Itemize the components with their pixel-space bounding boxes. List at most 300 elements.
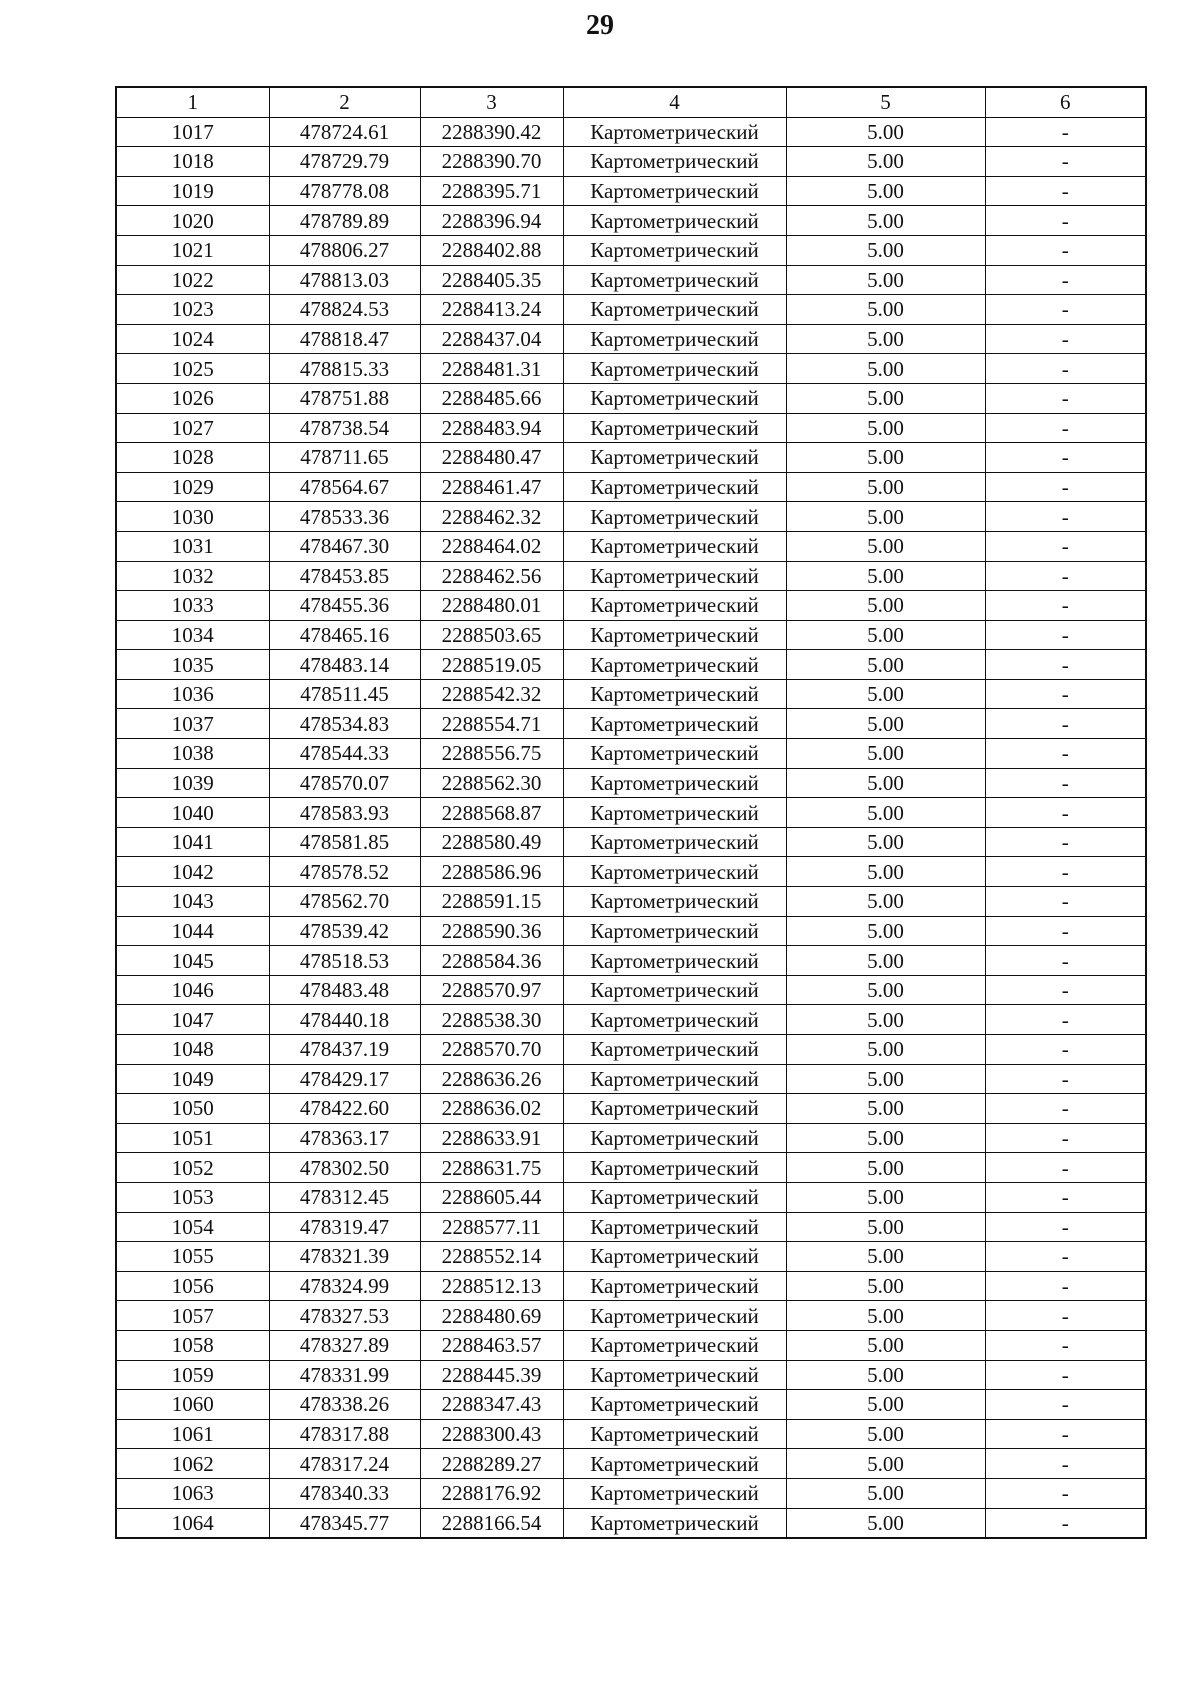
table-row [116,1330,1146,1360]
cell-accuracy: 5.00 [786,709,985,739]
cell-note: - [985,324,1146,354]
cell-y-coordinate: 2288480.69 [420,1301,563,1331]
cell-note: - [985,887,1146,917]
cell-x-coordinate: 478327.53 [269,1301,420,1331]
table-row [116,1212,1146,1242]
cell-method: Картометрический [563,1390,786,1420]
table-row [116,1242,1146,1272]
cell-point-number: 1062 [116,1449,269,1479]
cell-x-coordinate: 478363.17 [269,1123,420,1153]
cell-note: - [985,1301,1146,1331]
cell-x-coordinate: 478483.14 [269,650,420,680]
table-row [116,1301,1146,1331]
cell-x-coordinate: 478327.89 [269,1330,420,1360]
table-row [116,561,1146,591]
cell-y-coordinate: 2288552.14 [420,1242,563,1272]
table-row [116,413,1146,443]
cell-point-number: 1028 [116,443,269,473]
cell-method: Картометрический [563,946,786,976]
cell-method: Картометрический [563,679,786,709]
table-row [116,709,1146,739]
cell-accuracy: 5.00 [786,768,985,798]
cell-accuracy: 5.00 [786,354,985,384]
cell-note: - [985,709,1146,739]
cell-method: Картометрический [563,739,786,769]
cell-x-coordinate: 478564.67 [269,472,420,502]
cell-note: - [985,1123,1146,1153]
cell-note: - [985,413,1146,443]
cell-point-number: 1039 [116,768,269,798]
cell-point-number: 1045 [116,946,269,976]
cell-x-coordinate: 478338.26 [269,1390,420,1420]
cell-note: - [985,857,1146,887]
table-row [116,946,1146,976]
cell-point-number: 1034 [116,620,269,650]
cell-point-number: 1060 [116,1390,269,1420]
table-row [116,827,1146,857]
cell-note: - [985,1330,1146,1360]
table-row [116,1271,1146,1301]
cell-accuracy: 5.00 [786,1212,985,1242]
cell-y-coordinate: 2288584.36 [420,946,563,976]
cell-note: - [985,1360,1146,1390]
cell-method: Картометрический [563,354,786,384]
cell-accuracy: 5.00 [786,975,985,1005]
cell-note: - [985,768,1146,798]
cell-point-number: 1022 [116,265,269,295]
cell-note: - [985,946,1146,976]
cell-accuracy: 5.00 [786,1301,985,1331]
cell-x-coordinate: 478751.88 [269,383,420,413]
table-row [116,1153,1146,1183]
cell-y-coordinate: 2288554.71 [420,709,563,739]
cell-x-coordinate: 478724.61 [269,117,420,147]
header-cell-3: 3 [420,87,563,117]
cell-point-number: 1053 [116,1182,269,1212]
cell-point-number: 1049 [116,1064,269,1094]
cell-x-coordinate: 478429.17 [269,1064,420,1094]
cell-note: - [985,1242,1146,1272]
table-row [116,1449,1146,1479]
table-row [116,295,1146,325]
cell-x-coordinate: 478813.03 [269,265,420,295]
cell-point-number: 1029 [116,472,269,502]
cell-x-coordinate: 478324.99 [269,1271,420,1301]
cell-method: Картометрический [563,502,786,532]
cell-note: - [985,147,1146,177]
cell-method: Картометрический [563,857,786,887]
cell-point-number: 1054 [116,1212,269,1242]
cell-method: Картометрический [563,561,786,591]
cell-method: Картометрический [563,413,786,443]
cell-accuracy: 5.00 [786,1330,985,1360]
cell-method: Картометрический [563,1508,786,1538]
cell-point-number: 1041 [116,827,269,857]
cell-accuracy: 5.00 [786,1419,985,1449]
cell-note: - [985,1271,1146,1301]
table-row [116,176,1146,206]
cell-x-coordinate: 478437.19 [269,1035,420,1065]
cell-accuracy: 5.00 [786,1064,985,1094]
cell-y-coordinate: 2288405.35 [420,265,563,295]
cell-y-coordinate: 2288605.44 [420,1182,563,1212]
table-row [116,1390,1146,1420]
cell-x-coordinate: 478312.45 [269,1182,420,1212]
table-row [116,857,1146,887]
cell-method: Картометрический [563,265,786,295]
header-cell-6: 6 [985,87,1146,117]
table-row [116,235,1146,265]
cell-y-coordinate: 2288289.27 [420,1449,563,1479]
cell-x-coordinate: 478544.33 [269,739,420,769]
table-row [116,117,1146,147]
cell-y-coordinate: 2288556.75 [420,739,563,769]
cell-y-coordinate: 2288176.92 [420,1478,563,1508]
cell-x-coordinate: 478518.53 [269,946,420,976]
cell-y-coordinate: 2288590.36 [420,916,563,946]
cell-method: Картометрический [563,1005,786,1035]
cell-x-coordinate: 478511.45 [269,679,420,709]
cell-note: - [985,650,1146,680]
cell-method: Картометрический [563,1271,786,1301]
cell-y-coordinate: 2288586.96 [420,857,563,887]
cell-accuracy: 5.00 [786,857,985,887]
table-row [116,739,1146,769]
cell-note: - [985,117,1146,147]
table-row [116,620,1146,650]
cell-note: - [985,798,1146,828]
cell-method: Картометрический [563,591,786,621]
cell-note: - [985,1390,1146,1420]
coordinates-table [115,86,1147,1539]
cell-note: - [985,1212,1146,1242]
cell-accuracy: 5.00 [786,798,985,828]
cell-note: - [985,1153,1146,1183]
cell-method: Картометрический [563,975,786,1005]
cell-method: Картометрический [563,1301,786,1331]
cell-point-number: 1055 [116,1242,269,1272]
cell-point-number: 1035 [116,650,269,680]
cell-y-coordinate: 2288485.66 [420,383,563,413]
cell-x-coordinate: 478465.16 [269,620,420,650]
cell-method: Картометрический [563,1123,786,1153]
cell-x-coordinate: 478422.60 [269,1094,420,1124]
cell-y-coordinate: 2288568.87 [420,798,563,828]
cell-method: Картометрический [563,827,786,857]
cell-accuracy: 5.00 [786,176,985,206]
table-row [116,679,1146,709]
cell-method: Картометрический [563,798,786,828]
cell-method: Картометрический [563,295,786,325]
cell-point-number: 1051 [116,1123,269,1153]
cell-note: - [985,975,1146,1005]
cell-method: Картометрический [563,650,786,680]
cell-accuracy: 5.00 [786,472,985,502]
cell-note: - [985,206,1146,236]
table-row [116,472,1146,502]
cell-point-number: 1026 [116,383,269,413]
cell-accuracy: 5.00 [786,235,985,265]
cell-point-number: 1052 [116,1153,269,1183]
cell-x-coordinate: 478583.93 [269,798,420,828]
cell-point-number: 1050 [116,1094,269,1124]
cell-y-coordinate: 2288483.94 [420,413,563,443]
cell-note: - [985,1478,1146,1508]
cell-y-coordinate: 2288591.15 [420,887,563,917]
cell-note: - [985,176,1146,206]
cell-method: Картометрический [563,916,786,946]
cell-note: - [985,1064,1146,1094]
cell-y-coordinate: 2288512.13 [420,1271,563,1301]
cell-point-number: 1019 [116,176,269,206]
cell-method: Картометрический [563,531,786,561]
cell-method: Картометрический [563,383,786,413]
cell-y-coordinate: 2288570.70 [420,1035,563,1065]
cell-note: - [985,443,1146,473]
cell-x-coordinate: 478815.33 [269,354,420,384]
table-row [116,650,1146,680]
cell-x-coordinate: 478533.36 [269,502,420,532]
cell-point-number: 1046 [116,975,269,1005]
cell-method: Картометрический [563,235,786,265]
cell-note: - [985,472,1146,502]
table-row [116,1094,1146,1124]
cell-y-coordinate: 2288636.26 [420,1064,563,1094]
cell-method: Картометрический [563,1478,786,1508]
table-row [116,1064,1146,1094]
cell-method: Картометрический [563,117,786,147]
cell-accuracy: 5.00 [786,946,985,976]
cell-method: Картометрический [563,1094,786,1124]
cell-note: - [985,531,1146,561]
cell-accuracy: 5.00 [786,413,985,443]
cell-y-coordinate: 2288390.70 [420,147,563,177]
table-row [116,1419,1146,1449]
cell-x-coordinate: 478806.27 [269,235,420,265]
table-row [116,887,1146,917]
cell-note: - [985,354,1146,384]
cell-accuracy: 5.00 [786,1094,985,1124]
cell-y-coordinate: 2288461.47 [420,472,563,502]
cell-method: Картометрический [563,1419,786,1449]
cell-accuracy: 5.00 [786,1390,985,1420]
table-row [116,798,1146,828]
cell-note: - [985,1419,1146,1449]
cell-x-coordinate: 478453.85 [269,561,420,591]
cell-point-number: 1042 [116,857,269,887]
cell-x-coordinate: 478319.47 [269,1212,420,1242]
table-row [116,383,1146,413]
cell-point-number: 1048 [116,1035,269,1065]
header-cell-2: 2 [269,87,420,117]
cell-x-coordinate: 478302.50 [269,1153,420,1183]
cell-y-coordinate: 2288437.04 [420,324,563,354]
cell-accuracy: 5.00 [786,591,985,621]
table-row [116,1123,1146,1153]
cell-method: Картометрический [563,620,786,650]
cell-x-coordinate: 478562.70 [269,887,420,917]
cell-x-coordinate: 478340.33 [269,1478,420,1508]
cell-y-coordinate: 2288480.01 [420,591,563,621]
cell-x-coordinate: 478331.99 [269,1360,420,1390]
cell-point-number: 1023 [116,295,269,325]
cell-point-number: 1024 [116,324,269,354]
cell-x-coordinate: 478789.89 [269,206,420,236]
cell-x-coordinate: 478711.65 [269,443,420,473]
header-cell-5: 5 [786,87,985,117]
table-row [116,265,1146,295]
table-row [116,916,1146,946]
cell-y-coordinate: 2288347.43 [420,1390,563,1420]
cell-note: - [985,1035,1146,1065]
cell-accuracy: 5.00 [786,1478,985,1508]
cell-point-number: 1056 [116,1271,269,1301]
table-row [116,443,1146,473]
cell-accuracy: 5.00 [786,502,985,532]
table-row [116,975,1146,1005]
header-row [116,87,1146,117]
cell-point-number: 1059 [116,1360,269,1390]
cell-note: - [985,383,1146,413]
cell-accuracy: 5.00 [786,1005,985,1035]
cell-y-coordinate: 2288445.39 [420,1360,563,1390]
cell-method: Картометрический [563,472,786,502]
cell-accuracy: 5.00 [786,324,985,354]
cell-method: Картометрический [563,324,786,354]
cell-point-number: 1057 [116,1301,269,1331]
cell-note: - [985,679,1146,709]
cell-x-coordinate: 478581.85 [269,827,420,857]
cell-point-number: 1021 [116,235,269,265]
cell-accuracy: 5.00 [786,1182,985,1212]
table-row [116,1182,1146,1212]
cell-y-coordinate: 2288300.43 [420,1419,563,1449]
cell-note: - [985,620,1146,650]
cell-method: Картометрический [563,1153,786,1183]
cell-y-coordinate: 2288542.32 [420,679,563,709]
cell-point-number: 1047 [116,1005,269,1035]
cell-note: - [985,295,1146,325]
cell-accuracy: 5.00 [786,1449,985,1479]
table-row [116,354,1146,384]
cell-point-number: 1027 [116,413,269,443]
table-row [116,324,1146,354]
cell-x-coordinate: 478570.07 [269,768,420,798]
cell-y-coordinate: 2288519.05 [420,650,563,680]
cell-accuracy: 5.00 [786,561,985,591]
cell-x-coordinate: 478483.48 [269,975,420,1005]
cell-accuracy: 5.00 [786,887,985,917]
cell-x-coordinate: 478440.18 [269,1005,420,1035]
cell-y-coordinate: 2288463.57 [420,1330,563,1360]
table-row [116,591,1146,621]
cell-accuracy: 5.00 [786,620,985,650]
cell-point-number: 1044 [116,916,269,946]
cell-accuracy: 5.00 [786,1508,985,1538]
cell-method: Картометрический [563,206,786,236]
cell-note: - [985,827,1146,857]
cell-method: Картометрический [563,443,786,473]
cell-note: - [985,916,1146,946]
cell-y-coordinate: 2288166.54 [420,1508,563,1538]
cell-y-coordinate: 2288577.11 [420,1212,563,1242]
cell-method: Картометрический [563,147,786,177]
cell-accuracy: 5.00 [786,1242,985,1272]
header-cell-4: 4 [563,87,786,117]
table-row [116,531,1146,561]
cell-accuracy: 5.00 [786,650,985,680]
cell-point-number: 1040 [116,798,269,828]
table-row [116,768,1146,798]
cell-x-coordinate: 478467.30 [269,531,420,561]
cell-accuracy: 5.00 [786,827,985,857]
cell-y-coordinate: 2288580.49 [420,827,563,857]
cell-x-coordinate: 478778.08 [269,176,420,206]
cell-y-coordinate: 2288503.65 [420,620,563,650]
cell-method: Картометрический [563,709,786,739]
cell-y-coordinate: 2288464.02 [420,531,563,561]
cell-note: - [985,561,1146,591]
cell-method: Картометрический [563,1330,786,1360]
table-body [116,117,1146,1538]
cell-point-number: 1038 [116,739,269,769]
cell-note: - [985,1449,1146,1479]
cell-method: Картометрический [563,1064,786,1094]
cell-accuracy: 5.00 [786,916,985,946]
cell-point-number: 1043 [116,887,269,917]
cell-x-coordinate: 478317.88 [269,1419,420,1449]
table-row [116,502,1146,532]
cell-note: - [985,1182,1146,1212]
cell-accuracy: 5.00 [786,443,985,473]
cell-note: - [985,1094,1146,1124]
cell-x-coordinate: 478455.36 [269,591,420,621]
cell-y-coordinate: 2288395.71 [420,176,563,206]
cell-point-number: 1020 [116,206,269,236]
cell-accuracy: 5.00 [786,1360,985,1390]
page-number: 29 [586,10,614,41]
cell-accuracy: 5.00 [786,117,985,147]
cell-y-coordinate: 2288570.97 [420,975,563,1005]
cell-y-coordinate: 2288633.91 [420,1123,563,1153]
cell-x-coordinate: 478824.53 [269,295,420,325]
cell-point-number: 1063 [116,1478,269,1508]
cell-method: Картометрический [563,1360,786,1390]
cell-x-coordinate: 478578.52 [269,857,420,887]
cell-x-coordinate: 478729.79 [269,147,420,177]
cell-accuracy: 5.00 [786,739,985,769]
cell-method: Картометрический [563,1182,786,1212]
table-row [116,1005,1146,1035]
cell-point-number: 1031 [116,531,269,561]
cell-x-coordinate: 478539.42 [269,916,420,946]
cell-accuracy: 5.00 [786,1123,985,1153]
cell-y-coordinate: 2288413.24 [420,295,563,325]
cell-note: - [985,502,1146,532]
table-header [116,87,1146,117]
cell-point-number: 1061 [116,1419,269,1449]
table-row [116,1035,1146,1065]
cell-note: - [985,1508,1146,1538]
cell-method: Картометрический [563,1449,786,1479]
table-row [116,147,1146,177]
table-row [116,206,1146,236]
cell-accuracy: 5.00 [786,265,985,295]
cell-point-number: 1064 [116,1508,269,1538]
cell-accuracy: 5.00 [786,1271,985,1301]
cell-accuracy: 5.00 [786,1153,985,1183]
cell-y-coordinate: 2288480.47 [420,443,563,473]
